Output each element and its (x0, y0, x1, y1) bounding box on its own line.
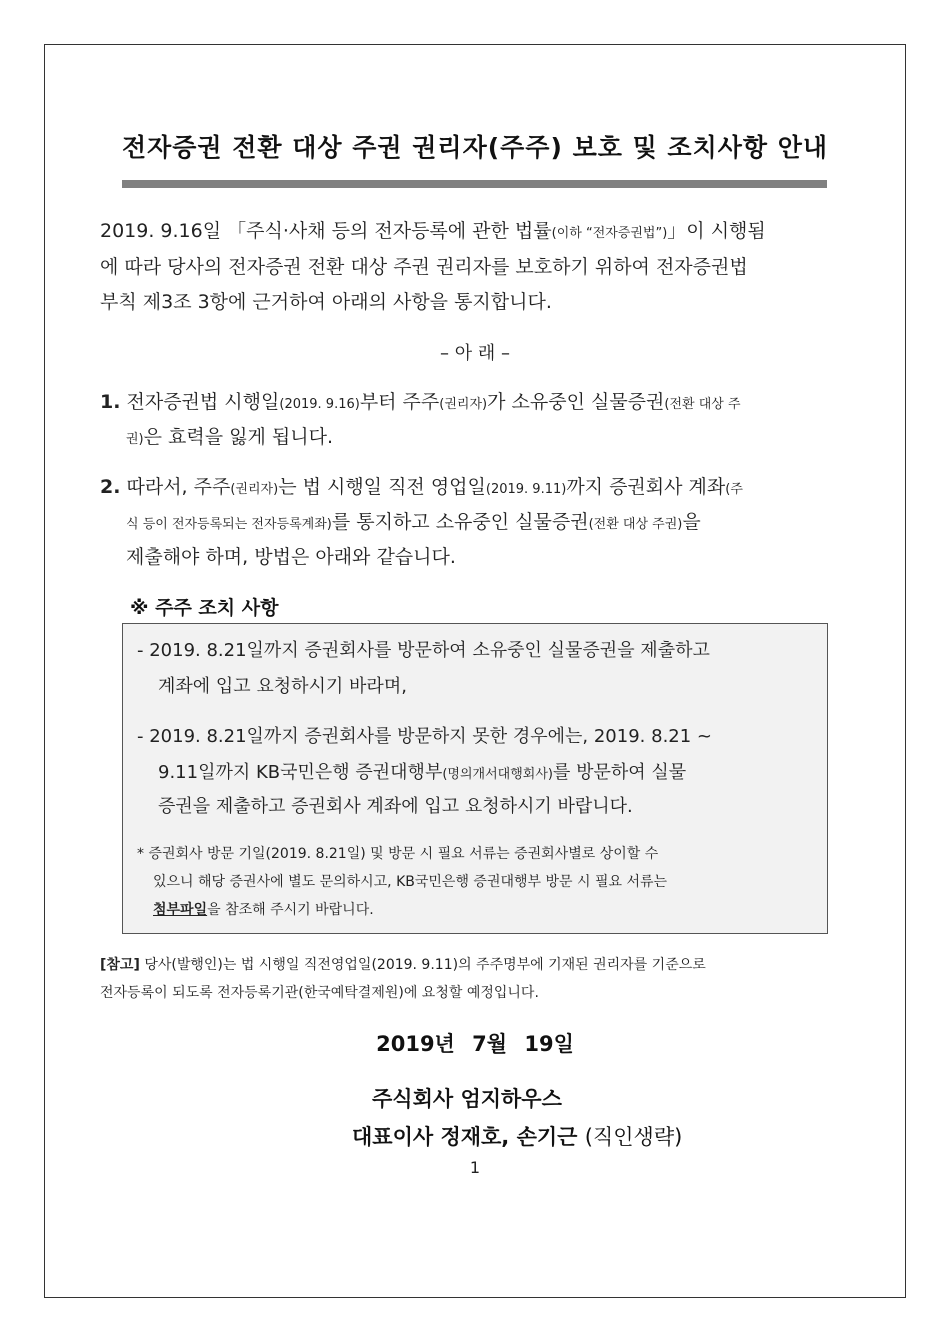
page-number: 1 (469, 1158, 481, 1177)
ceo-name: 대표이사 정재호, 손기근 (352, 1125, 578, 1149)
box-bullet-2-line-1: - 2019. 8.21일까지 증권회사를 방문하지 못한 경우에는, 2019. 8.21 ~ (137, 726, 712, 747)
box-note-text: 을 참조해 주시기 바랍니다. (207, 902, 374, 918)
seal-omitted-note: (직인생략) (584, 1125, 683, 1149)
item-small-text: 식 등이 전자등록되는 전자등록계좌) (126, 517, 332, 532)
box-note-line-1: * 증권회사 방문 기일(2019. 8.21일) 및 방문 시 필요 서류는 증권회사별로 상이할 수 (137, 846, 659, 862)
title-underline-bar (122, 180, 827, 188)
item-1-line-2 (126, 419, 333, 458)
action-box (122, 623, 828, 934)
item-small-text: (2019. 9.16) (279, 397, 360, 412)
item-text: 따라서, 주주 (126, 476, 231, 498)
reference-text: 당사(발행인)는 법 시행일 직전영업일(2019. 9.11)의 주주명부에 기재된 권리자를 기준으로 (144, 957, 706, 973)
item-small-text: (주 (725, 482, 743, 497)
below-label: – 아 래 – (440, 343, 510, 364)
intro-line-3: 부칙 제3조 3항에 근거하여 아래의 사항을 통지합니다. (100, 291, 552, 313)
box-note-line-2: 있으니 해당 증권사에 별도 문의하시고, KB국민은행 증권대행부 방문 시 필요 서류는 (153, 874, 668, 890)
item-small-text: (전환 대상 주 (664, 397, 741, 412)
action-heading: ※ 주주 조치 사항 (130, 597, 279, 619)
item-text: 까지 증권회사 계좌 (566, 476, 726, 498)
item-text: 부터 주주 (359, 391, 440, 413)
item-small-text: (권리자) (439, 397, 488, 412)
box-small-text: (명의개서대행회사) (442, 767, 553, 782)
item-number: 2. (100, 476, 121, 498)
item-text: 가 소유중인 실물증권 (487, 391, 665, 413)
item-2-line-1 (100, 469, 743, 508)
item-small-text: (전환 대상 주권) (588, 517, 683, 532)
page-title: 전자증권 전환 대상 주권 권리자(주주) 보호 및 조치사항 안내 (121, 133, 829, 162)
box-bullet-1-line-2: 계좌에 입고 요청하시기 바라며, (158, 676, 407, 697)
box-bullet-2-line-2 (158, 758, 686, 784)
reference-line-1 (100, 954, 706, 974)
item-small-text: (2019. 9.11) (485, 482, 567, 497)
intro-line-1 (100, 213, 766, 252)
item-number: 1. (100, 391, 121, 413)
item-text: 전자증권법 시행일 (126, 391, 280, 413)
item-text: 은 효력을 잃게 됩니다. (143, 426, 333, 448)
box-text: 를 방문하여 실물 (552, 762, 687, 783)
attachment-reference: 첨부파일 (153, 902, 208, 918)
box-bullet-2-line-3: 증권을 제출하고 증권회사 계좌에 입고 요청하시기 바랍니다. (158, 796, 633, 817)
reference-label: [참고] (100, 957, 140, 973)
notice-date: 2019년 7월 19일 (376, 1032, 574, 1056)
item-1-line-1 (100, 384, 741, 423)
intro-line-2: 에 따라 당사의 전자증권 전환 대상 주권 권리자를 보호하기 위하여 전자증권법 (100, 256, 748, 278)
item-2-line-3: 제출해야 하며, 방법은 아래와 같습니다. (126, 546, 456, 568)
intro-text: 」이 시행됨 (667, 220, 766, 242)
box-text: 9.11일까지 KB국민은행 증권대행부 (158, 762, 443, 783)
item-text: 를 통지하고 소유중인 실물증권 (331, 511, 589, 533)
intro-text: 2019. 9.16일 「주식·사채 등의 전자등록에 관한 법률 (100, 220, 552, 242)
item-small-text: 권) (126, 432, 144, 447)
reference-line-2: 전자등록이 되도록 전자등록기관(한국예탁결제원)에 요청할 예정입니다. (100, 985, 539, 1001)
ceo-line (352, 1121, 682, 1151)
intro-small-note: (이하 “전자증권법”) (551, 226, 668, 241)
item-text: 을 (682, 511, 701, 533)
box-note-line-3 (153, 899, 374, 919)
item-2-line-2 (126, 504, 701, 543)
company-name: 주식회사 엄지하우스 (372, 1087, 562, 1111)
item-small-text: (권리자) (230, 482, 279, 497)
item-text: 는 법 시행일 직전 영업일 (278, 476, 486, 498)
box-bullet-1-line-1: - 2019. 8.21일까지 증권회사를 방문하여 소유중인 실물증권을 제출하고 (137, 640, 710, 661)
